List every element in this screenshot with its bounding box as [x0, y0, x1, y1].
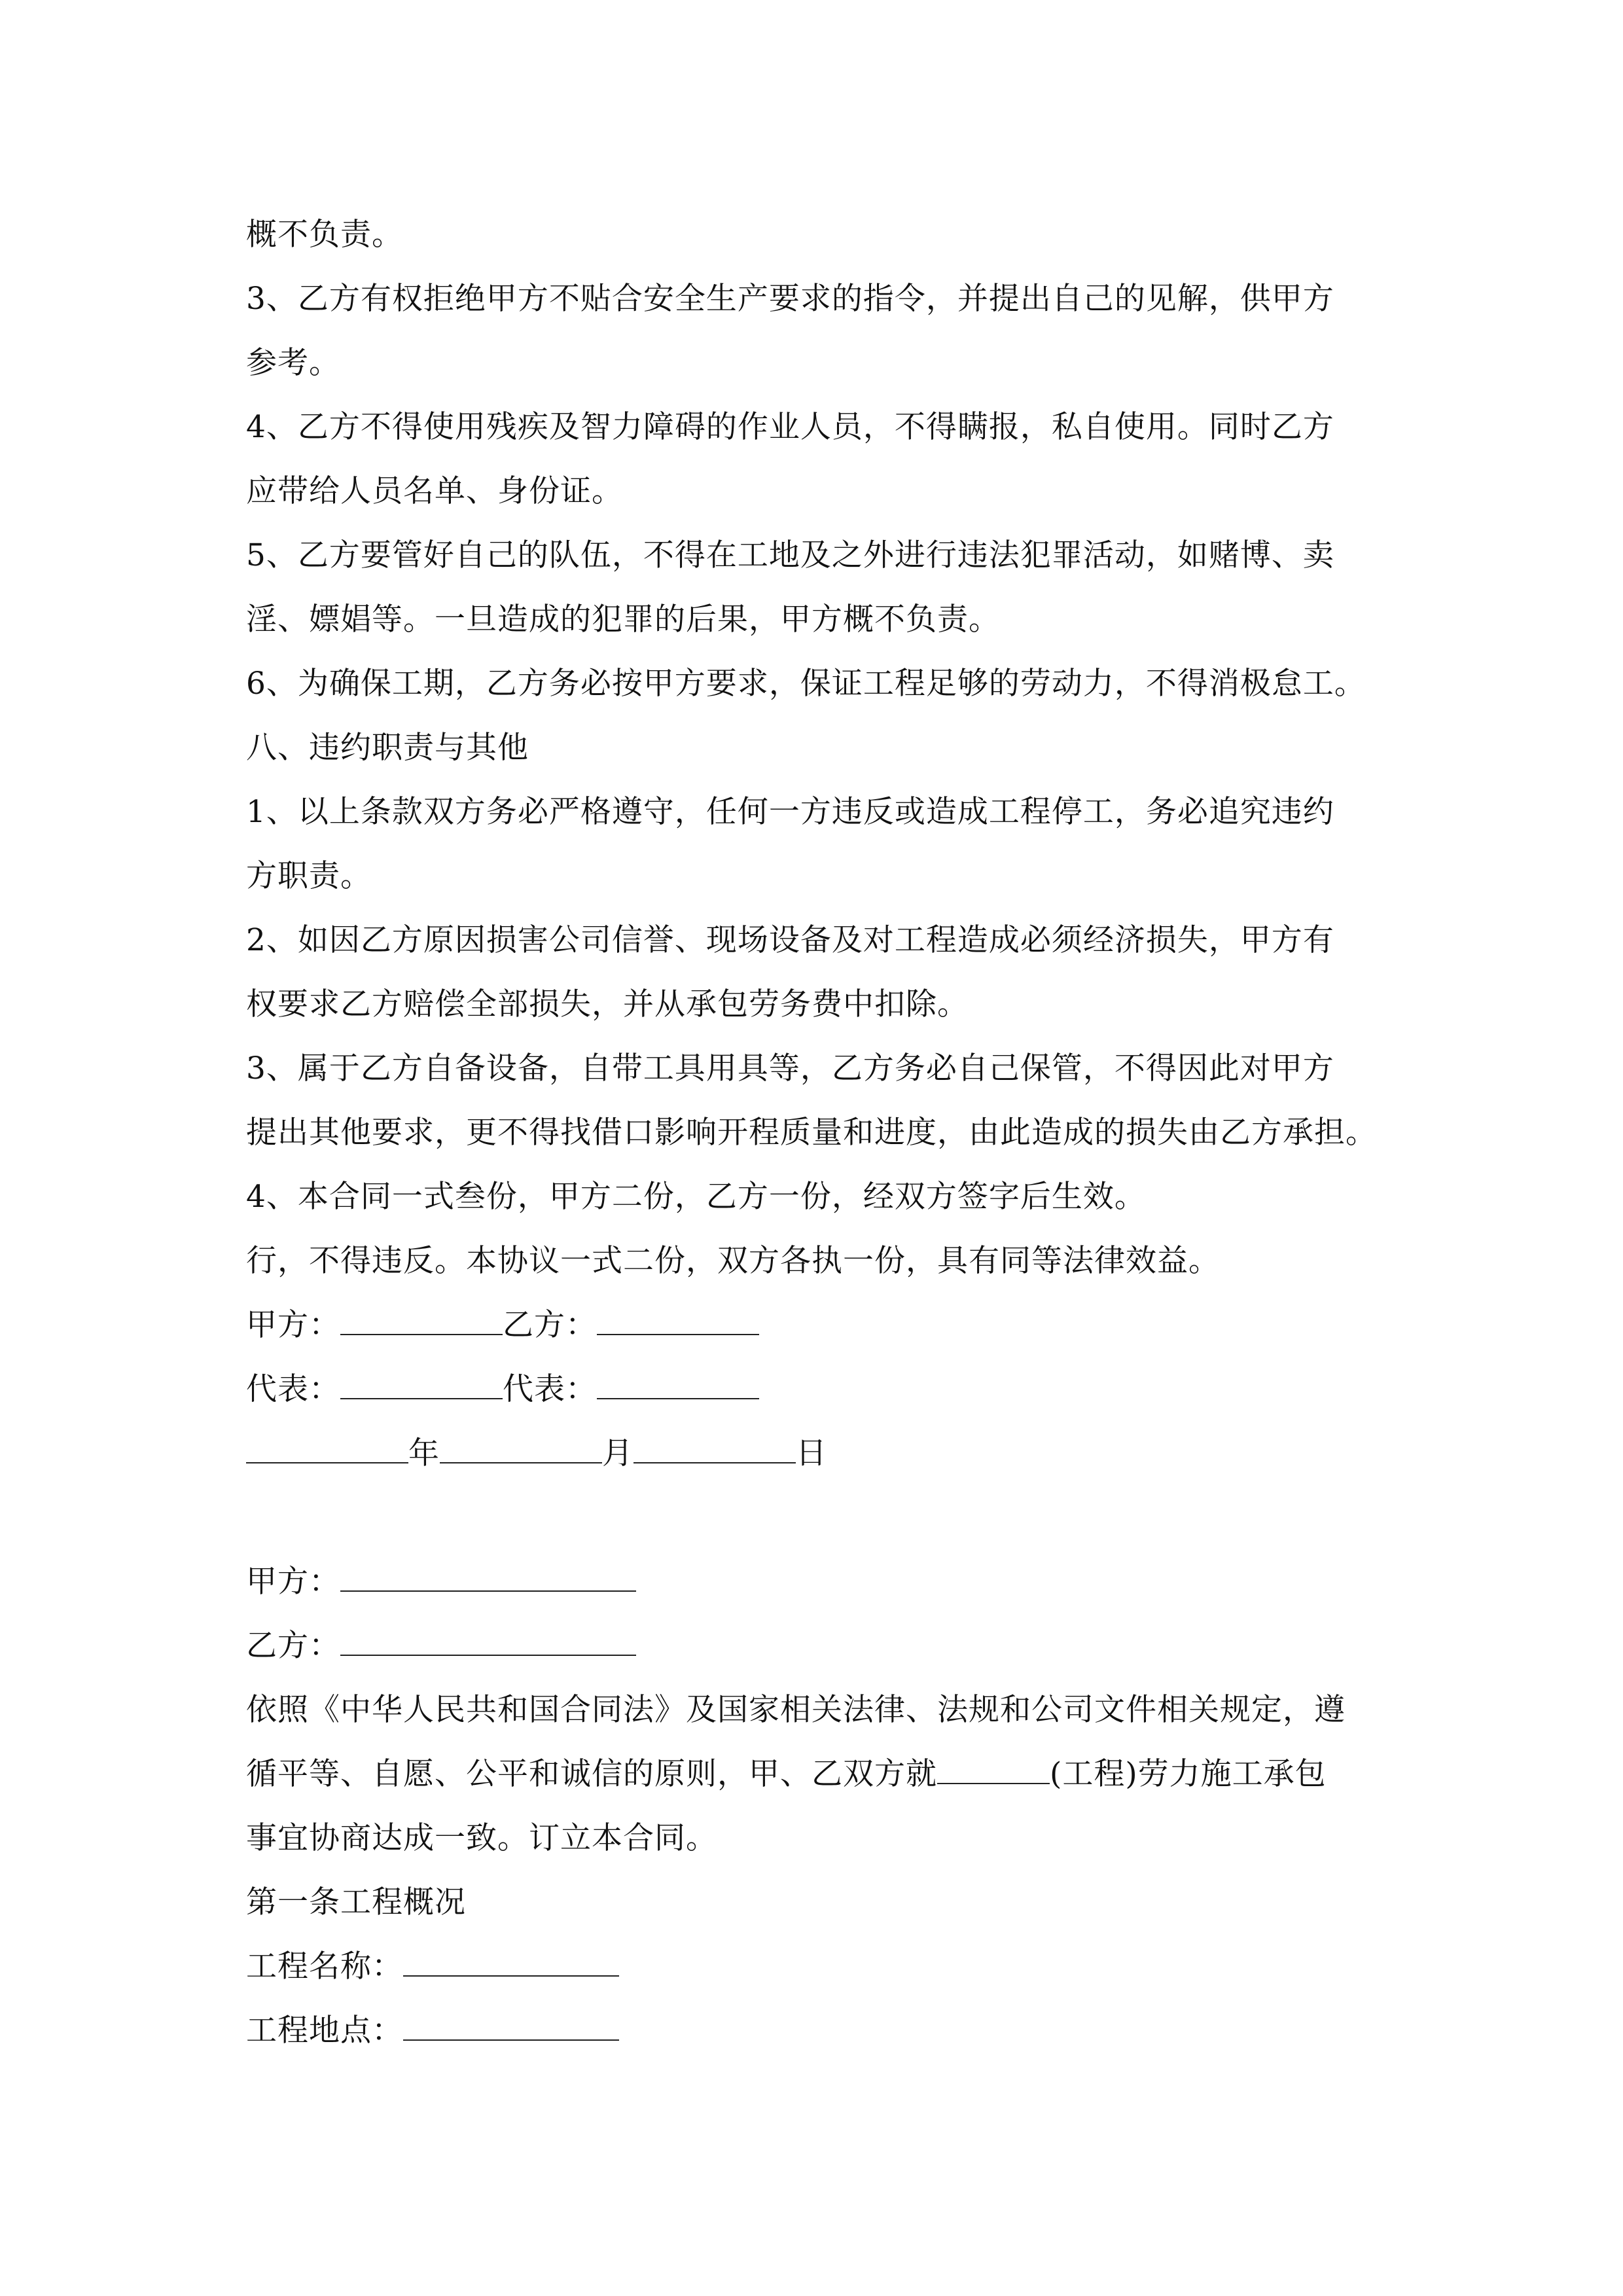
project-location-row	[246, 1999, 1411, 2063]
rep-b-blank[interactable]	[597, 1360, 759, 1399]
text-line: 6、为确保工期，乙方务必按甲方要求，保证工程足够的劳动力，不得消极怠工。	[246, 666, 1366, 702]
year-blank[interactable]	[246, 1424, 408, 1463]
intro-text: (工程)劳力施工承包	[1050, 1756, 1327, 1792]
text-line: 方职责。	[246, 858, 372, 894]
text-line: 4、本合同一式叁份，甲方二份，乙方一份，经双方签字后生效。	[246, 1179, 1146, 1215]
day-blank[interactable]	[633, 1424, 796, 1463]
text-line: 权要求乙方赔偿全部损失，并从承包劳务费中扣除。	[246, 986, 969, 1022]
text-line: 1、以上条款双方务必严格遵守，任何一方违反或造成工程停工，务必追究违约	[246, 794, 1334, 830]
party-a-blank[interactable]	[340, 1296, 503, 1335]
party-b-label: 乙方：	[246, 1628, 340, 1664]
party-a-label: 甲方：	[246, 1307, 340, 1343]
month-label: 月	[602, 1435, 633, 1471]
text-line: 概不负责。	[246, 217, 403, 253]
text-line: 提出其他要求，更不得找借口影响开程质量和进度，由此造成的损失由乙方承担。	[246, 1115, 1377, 1151]
signature-reps-row	[246, 1357, 1411, 1422]
intro-text: 循平等、自愿、公平和诚信的原则，甲、乙双方就	[246, 1756, 937, 1792]
section-heading: 八、违约职责与其他	[246, 730, 529, 766]
text-line: 5、乙方要管好自己的队伍，不得在工地及之外进行违法犯罪活动，如赌博、卖	[246, 537, 1334, 573]
text-line: 行，不得违反。本协议一式二份，双方各执一份，具有同等法律效益。	[246, 1243, 1220, 1279]
party-a-label: 甲方：	[246, 1564, 340, 1600]
project-name-blank[interactable]	[403, 1937, 619, 1977]
date-row	[246, 1422, 1411, 1486]
month-blank[interactable]	[440, 1424, 602, 1463]
text-line: 事宜协商达成一致。订立本合同。	[246, 1820, 717, 1856]
intro-line-with-blank	[246, 1742, 1411, 1806]
text-line: 4、乙方不得使用残疾及智力障碍的作业人员，不得瞒报，私自使用。同时乙方	[246, 409, 1334, 445]
project-name-row	[246, 1935, 1411, 1999]
project-blank[interactable]	[937, 1745, 1050, 1784]
party-a-row	[246, 1550, 1411, 1614]
rep-a-blank[interactable]	[340, 1360, 503, 1399]
project-location-label: 工程地点：	[246, 2013, 403, 2049]
text-line: 3、乙方有权拒绝甲方不贴合安全生产要求的指令，并提出自己的见解，供甲方	[246, 281, 1334, 317]
spacer	[246, 1486, 1411, 1550]
party-b-row	[246, 1614, 1411, 1678]
rep-a-label: 代表：	[246, 1371, 340, 1407]
article-heading: 第一条工程概况	[246, 1884, 466, 1920]
text-line: 依照《中华人民共和国合同法》及国家相关法律、法规和公司文件相关规定，遵	[246, 1692, 1346, 1728]
rep-b-label: 代表：	[503, 1371, 597, 1407]
day-label: 日	[796, 1435, 827, 1471]
text-line: 3、属于乙方自备设备，自带工具用具等，乙方务必自己保管，不得因此对甲方	[246, 1050, 1334, 1086]
party-b-blank[interactable]	[340, 1617, 636, 1656]
text-line: 淫、嫖娼等。一旦造成的犯罪的后果，甲方概不负责。	[246, 601, 1000, 637]
signature-parties-row	[246, 1293, 1411, 1357]
party-b-label: 乙方：	[503, 1307, 597, 1343]
project-location-blank[interactable]	[403, 2001, 619, 2041]
text-line: 参考。	[246, 345, 340, 381]
year-label: 年	[408, 1435, 440, 1471]
party-b-blank[interactable]	[597, 1296, 759, 1335]
project-name-label: 工程名称：	[246, 1948, 403, 1984]
text-line: 2、如因乙方原因损害公司信誉、现场设备及对工程造成必须经济损失，甲方有	[246, 922, 1334, 958]
party-a-blank[interactable]	[340, 1552, 636, 1592]
text-line: 应带给人员名单、身份证。	[246, 473, 623, 509]
contract-text	[246, 203, 1411, 2063]
